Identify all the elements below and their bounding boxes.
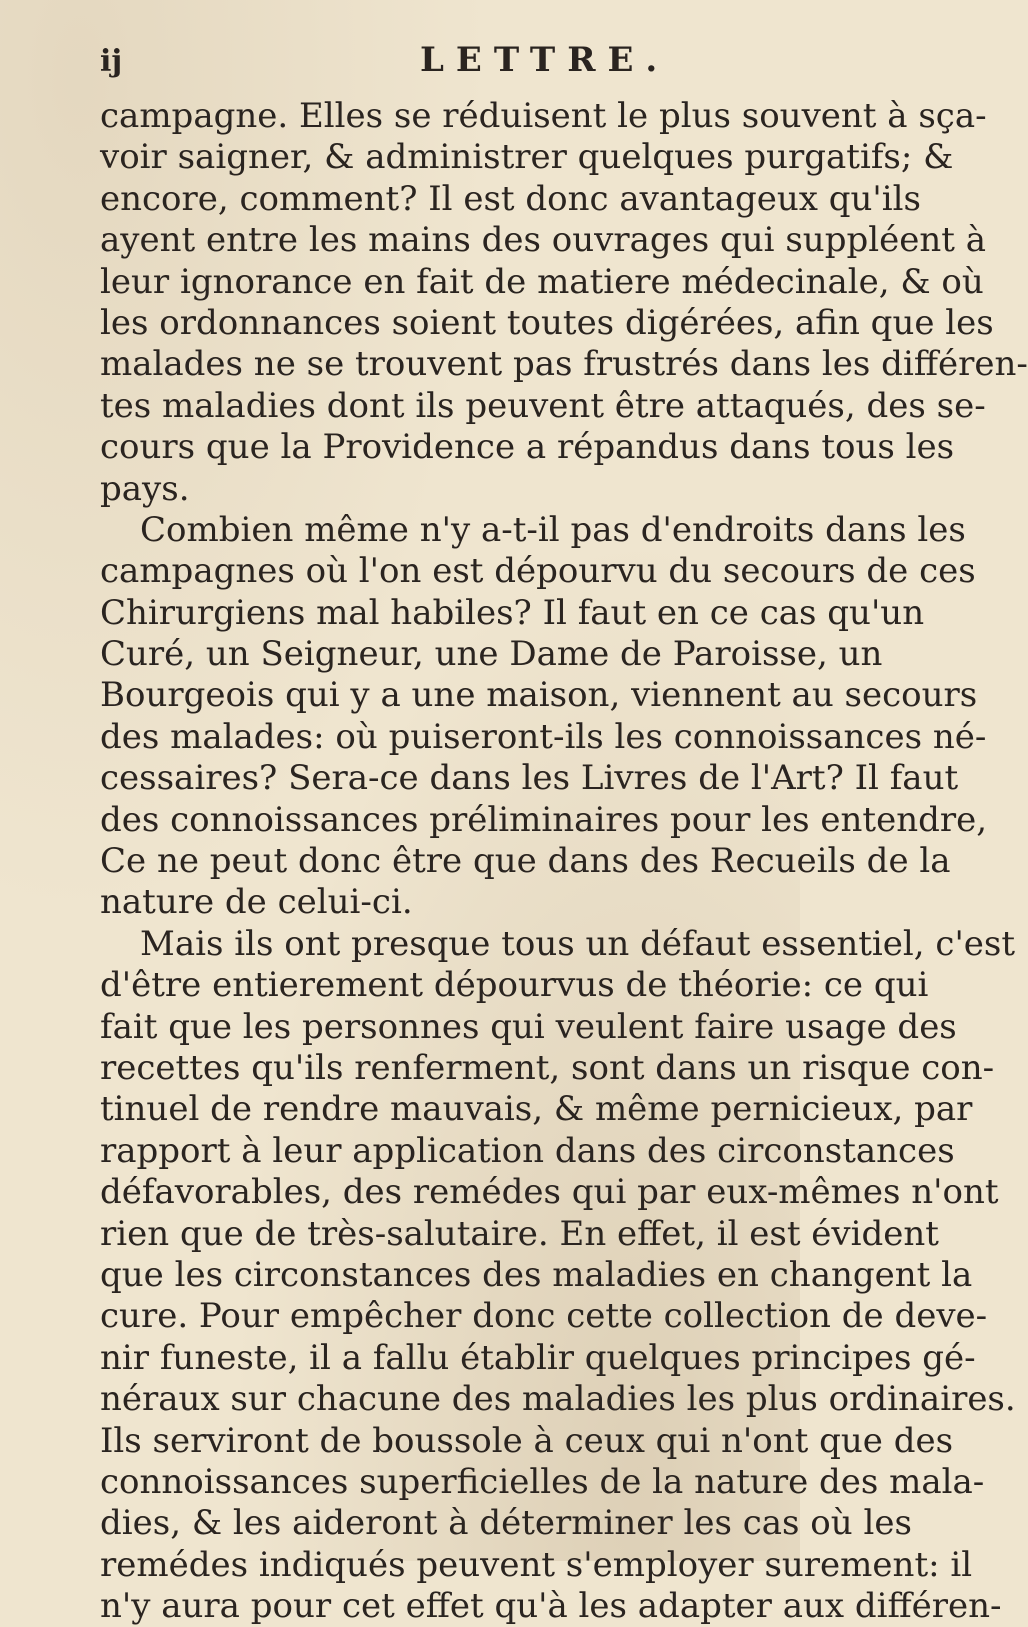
- text-line: Bourgeois qui y a une maison, viennent au secours: [100, 675, 978, 716]
- text-line: d'être entierement dépourvus de théorie: ce qui: [100, 965, 929, 1006]
- text-line: Ce ne peut donc être que dans des Recueils de la: [100, 841, 951, 882]
- text-line: fait que les personnes qui veulent faire usage des: [100, 1006, 957, 1047]
- text-line: tinuel de rendre mauvais, & même pernicieux, par: [100, 1089, 973, 1130]
- text-line: encore, comment? Il est donc avantageux qu'ils: [100, 178, 921, 219]
- text-line: connoissances superficielles de la nature des mala-: [100, 1461, 985, 1502]
- text-line: voir saigner, & administrer quelques purgatifs; &: [100, 137, 954, 178]
- text-line: recettes qu'ils renferment, sont dans un risque con-: [100, 1047, 995, 1088]
- text-line: campagnes où l'on est dépourvu du secours de ces: [100, 551, 976, 592]
- text-line: nature de celui-ci.: [100, 882, 413, 923]
- text-line: malades ne se trouvent pas frustrés dans les différen-: [100, 344, 1028, 385]
- running-title: LETTRE.: [420, 40, 670, 80]
- text-line: remédes indiqués peuvent s'employer surement: il: [100, 1544, 973, 1585]
- text-line: Chirurgiens mal habiles? Il faut en ce cas qu'un: [100, 592, 925, 633]
- text-line: rien que de très-salutaire. En effet, il est évident: [100, 1213, 939, 1254]
- text-line: Ils serviront de boussole à ceux qui n'ont que des: [100, 1420, 954, 1461]
- text-line: cessaires? Sera-ce dans les Livres de l'Art? Il faut: [100, 758, 959, 799]
- text-line: rapport à leur application dans des circonstances: [100, 1130, 955, 1171]
- text-line: Curé, un Seigneur, une Dame de Paroisse, un: [100, 634, 883, 675]
- text-line: dies, & les aideront à déterminer les cas où les: [100, 1503, 912, 1544]
- text-line: cours que la Providence a répandus dans tous les: [100, 427, 955, 468]
- text-line: nir funeste, il a fallu établir quelques principes gé-: [100, 1337, 976, 1378]
- text-line: les ordonnances soient toutes digérées, afin que les: [100, 302, 994, 343]
- text-line: pays.: [100, 468, 190, 509]
- text-line: néraux sur chacune des maladies les plus ordinaires.: [100, 1379, 1016, 1420]
- text-line: que les circonstances des maladies en changent la: [100, 1254, 973, 1295]
- text-line: cure. Pour empêcher donc cette collection de deve-: [100, 1296, 988, 1337]
- text-line: tes maladies dont ils peuvent être attaqués, des se-: [100, 385, 986, 426]
- text-line: des malades: où puiseront-ils les connoissances né-: [100, 716, 987, 757]
- text-line: leur ignorance en fait de matiere médecinale, & où: [100, 261, 984, 302]
- body-text: [100, 96, 1028, 1627]
- text-line: des connoissances préliminaires pour les entendre,: [100, 799, 988, 840]
- text-line: défavorables, des remédes qui par eux-mêmes n'ont: [100, 1172, 999, 1213]
- signature-mark: ij: [100, 44, 123, 79]
- text-line: n'y aura pour cet effet qu'à les adapter aux différen-: [100, 1586, 1002, 1627]
- text-line: ayent entre les mains des ouvrages qui suppléent à: [100, 220, 986, 261]
- paragraph-start-line: Mais ils ont presque tous un défaut essentiel, c'est: [140, 923, 1016, 964]
- page-header: [100, 40, 720, 88]
- text-line: campagne. Elles se réduisent le plus souvent à sça-: [100, 96, 987, 136]
- paragraph-start-line: Combien même n'y a-t-il pas d'endroits dans les: [140, 509, 966, 550]
